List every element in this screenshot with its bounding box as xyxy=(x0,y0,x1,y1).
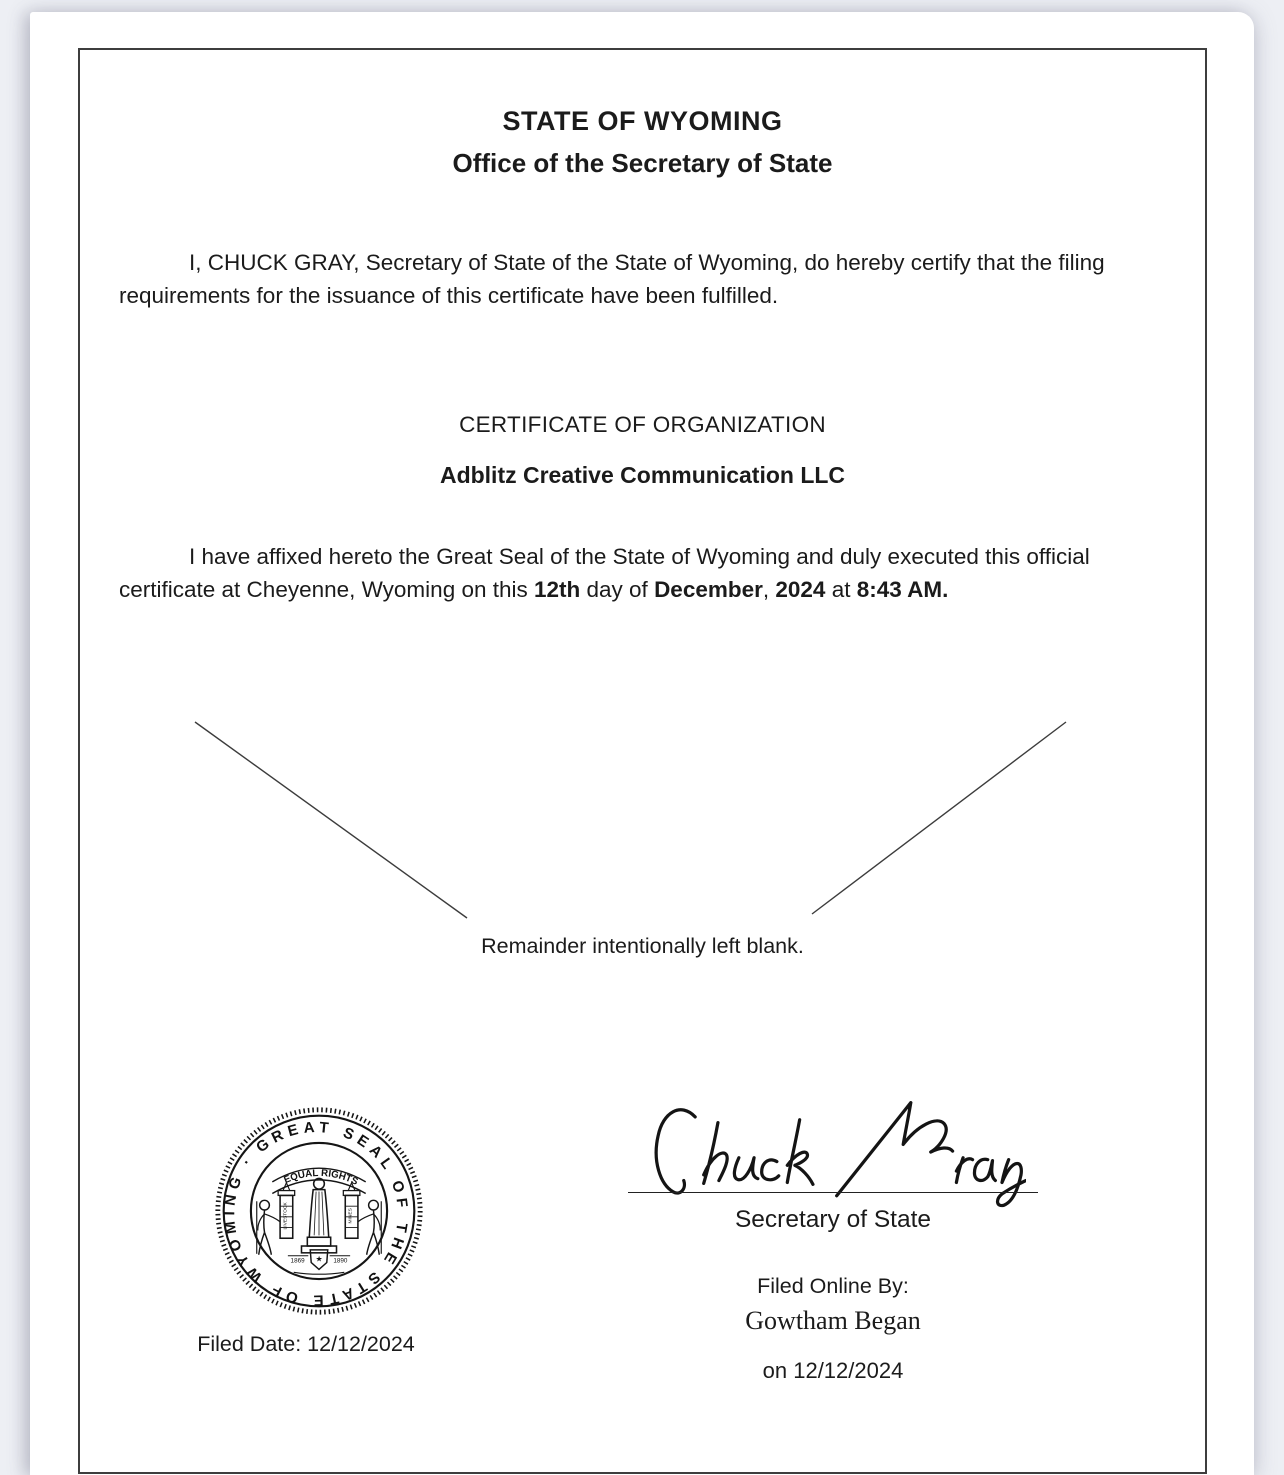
filed-date: Filed Date: 12/12/2024 xyxy=(197,1332,415,1356)
execution-text-2: day of xyxy=(580,577,655,602)
execution-month: December xyxy=(654,577,763,602)
seal-year-right: 1890 xyxy=(333,1257,348,1265)
execution-text-3: , xyxy=(762,577,776,602)
entity-name: Adblitz Creative Communication LLC xyxy=(439,462,846,488)
execution-time: 8:43 AM. xyxy=(856,577,949,602)
execution-text-4: at xyxy=(825,577,857,602)
seal-ribbon-right-text: MINES xyxy=(348,1208,354,1224)
certificate-border xyxy=(78,48,1207,1474)
signature-line xyxy=(628,1192,1038,1193)
filed-on-date: on 12/12/2024 xyxy=(762,1358,904,1383)
execution-paragraph xyxy=(119,540,1165,606)
certificate-page xyxy=(30,12,1254,1475)
seal-ribbon-left-text: LIVESTOCK xyxy=(283,1202,289,1230)
remainder-note: Remainder intentionally left blank. xyxy=(481,934,804,958)
certificate-header xyxy=(80,100,1205,184)
state-title: STATE OF WYOMING xyxy=(502,106,783,136)
signature-gray-stroke xyxy=(837,1103,1026,1206)
filer-name: Gowtham Began xyxy=(745,1306,921,1335)
diagonal-line-left xyxy=(195,722,467,918)
wyoming-state-seal xyxy=(212,1104,426,1318)
seal-ring-text: GREAT SEAL OF THE STATE OF WYOMING · xyxy=(221,1118,411,1309)
document-type-heading: CERTIFICATE OF ORGANIZATION xyxy=(459,412,826,437)
certify-paragraph: I, CHUCK GRAY, Secretary of State of the State of Wyoming, do hereby certify that the filing requirements for the issuance of this certificate have been fulfilled. xyxy=(119,250,1105,308)
diagonal-line-right xyxy=(812,722,1066,914)
great-seal-block xyxy=(212,1104,426,1318)
seal-star: ★ xyxy=(315,1254,323,1264)
seal-central-figure xyxy=(301,1178,336,1252)
signer-title: Secretary of State xyxy=(734,1206,932,1233)
seal-year-left: 1869 xyxy=(290,1257,305,1265)
seal-left-figure xyxy=(257,1200,280,1254)
execution-text-1: I have affixed hereto the Great Seal of the State of Wyoming and duly executed this official certificate at Cheyenne, Wyoming on this xyxy=(119,544,1090,602)
seal-right-figure xyxy=(358,1200,381,1254)
seal-banner-text: EQUAL RIGHTS xyxy=(282,1167,360,1188)
filed-online-by-label: Filed Online By: xyxy=(757,1274,909,1298)
signature-chuck-stroke xyxy=(656,1110,813,1193)
execution-year: 2024 xyxy=(775,577,826,602)
execution-day: 12th xyxy=(534,577,581,602)
office-subtitle: Office of the Secretary of State xyxy=(452,148,833,178)
